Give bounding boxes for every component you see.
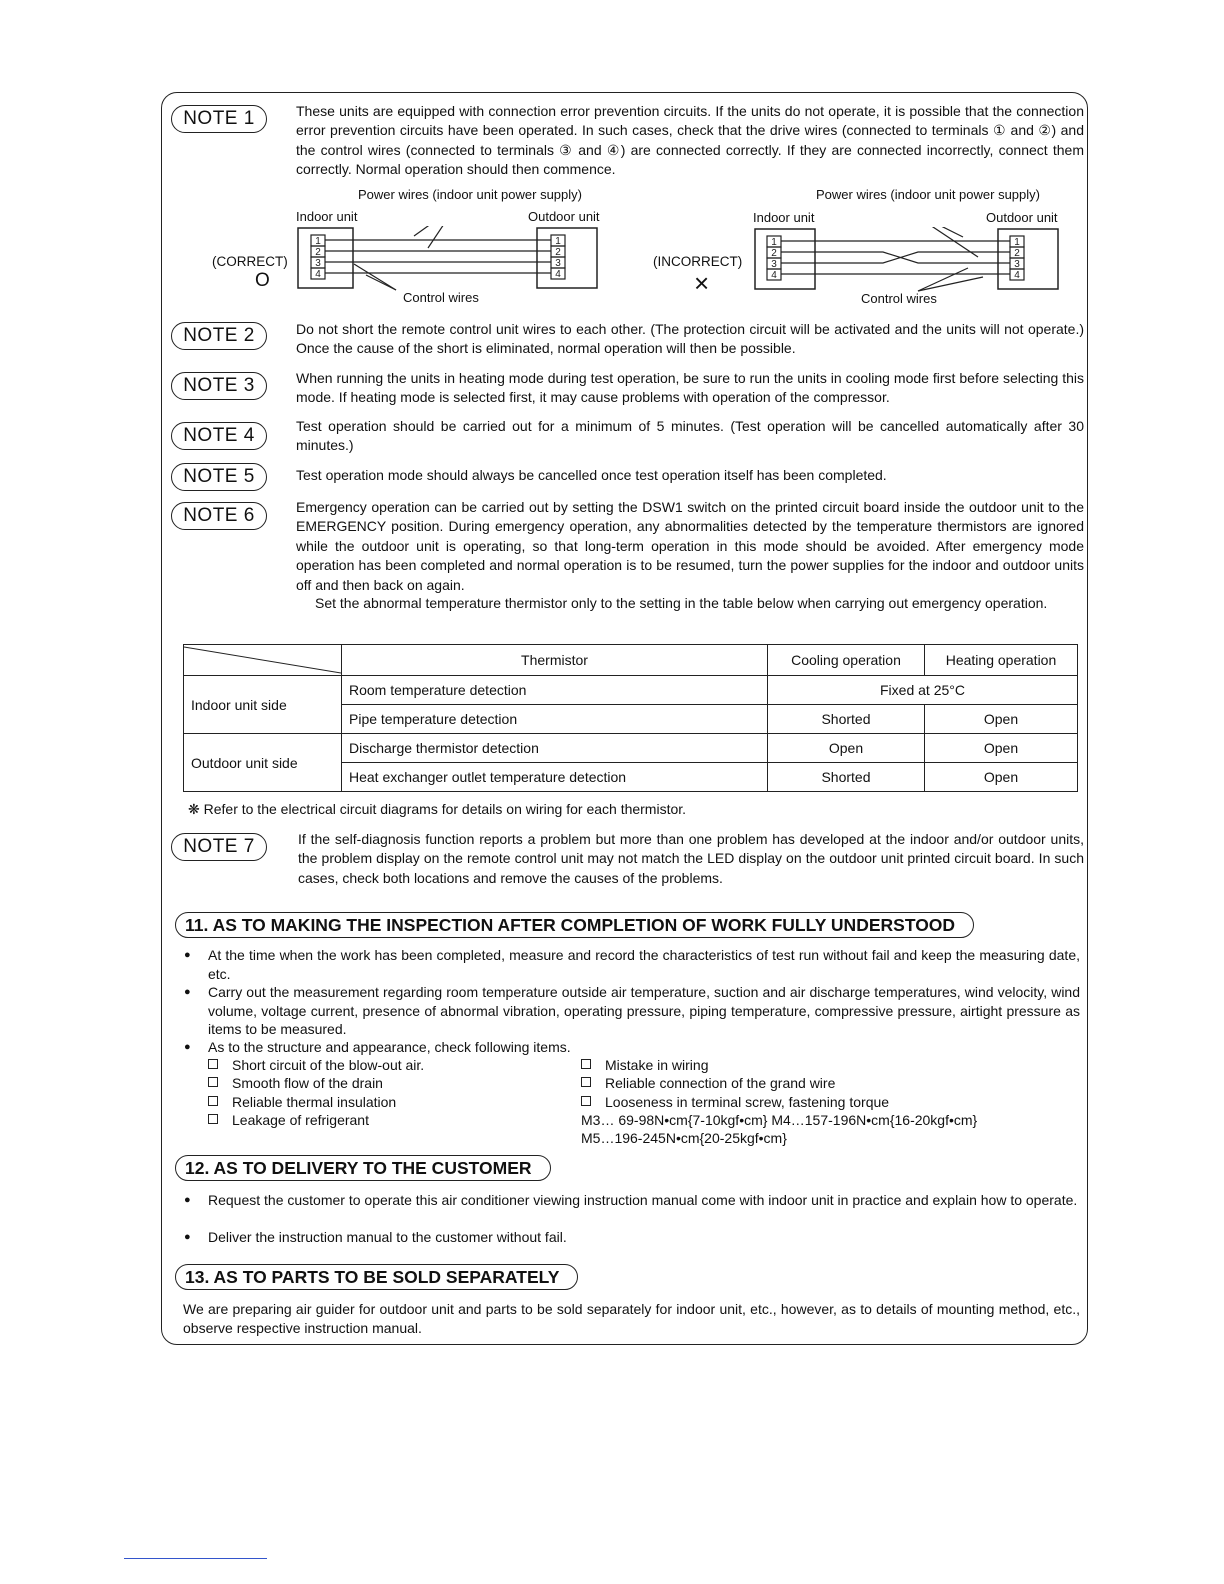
svg-text:4: 4 [555, 269, 561, 280]
bullet-icon: ● [184, 1041, 191, 1053]
header-cooling: Cooling operation [768, 645, 925, 676]
note-5-label: NOTE 5 [171, 463, 267, 491]
bullet-icon: ● [184, 1231, 191, 1243]
row-heat-exchanger-cooling: Shorted [768, 763, 925, 792]
check-item: Reliable connection of the grand wire [581, 1074, 835, 1093]
svg-text:2: 2 [1014, 248, 1020, 259]
section-13-title: 13. AS TO PARTS TO BE SOLD SEPARATELY [175, 1264, 578, 1290]
svg-text:1: 1 [771, 237, 777, 248]
svg-text:3: 3 [555, 258, 561, 269]
checkbox-icon [581, 1059, 591, 1069]
power-wires-label: Power wires (indoor unit power supply) [358, 187, 582, 202]
svg-text:2: 2 [315, 247, 321, 258]
note-1-label: NOTE 1 [171, 105, 267, 133]
row-room-temp: Room temperature detection [342, 676, 768, 705]
section-12-bullet-2: Deliver the instruction manual to the customer without fail. [208, 1229, 567, 1245]
control-wires-label: Control wires [403, 290, 479, 305]
incorrect-wiring-svg [753, 227, 1063, 293]
bullet-icon: ● [184, 986, 191, 998]
svg-text:4: 4 [771, 270, 777, 281]
outdoor-unit-label: Outdoor unit [528, 209, 600, 224]
indoor-unit-label-2: Indoor unit [753, 210, 815, 225]
row-pipe-heating: Open [925, 705, 1078, 734]
diagonal-line [184, 645, 341, 675]
check-item: Short circuit of the blow-out air. [208, 1056, 424, 1075]
incorrect-label: (INCORRECT) [653, 254, 743, 269]
row-heat-exchanger: Heat exchanger outlet temperature detection [342, 763, 768, 792]
section-11-bullet-3: As to the structure and appearance, check following items. [208, 1039, 571, 1055]
footer-rule [124, 1558, 267, 1559]
torque-line-1: M3… 69-98N•cm{7-10kgf•cm} M4…157-196N•cm{16-20kgf•cm} [581, 1112, 978, 1128]
check-item: Mistake in wiring [581, 1056, 708, 1075]
svg-text:1: 1 [315, 236, 321, 247]
incorrect-mark: × [694, 268, 710, 298]
check-item: Smooth flow of the drain [208, 1074, 383, 1093]
section-11-bullet-1: At the time when the work has been completed, measure and record the characteristics of test run without fail and keep the measuring date, etc. [208, 947, 1080, 982]
check-item: Looseness in terminal screw, fastening torque [581, 1093, 889, 1112]
bullet-icon: ● [184, 949, 191, 961]
note-6-text-2: Set the abnormal temperature thermistor only to the setting in the table below when carrying out emergency operation. [315, 595, 1048, 611]
note-1-text: These units are equipped with connection error prevention circuits. If the units do not operate, it is possible that the connection error prevention circuits have been operated. In such cases, check that the drive wires (connected to terminals ① and ②) and the control wires (connected to terminals ③ and ④) are connected correctly. If they are connected incorrectly, connect them correctly. Normal operation should then commence. [296, 103, 1084, 178]
svg-text:4: 4 [1014, 270, 1020, 281]
svg-text:1: 1 [1014, 237, 1020, 248]
power-wires-label-2: Power wires (indoor unit power supply) [816, 187, 1040, 202]
note-6-label: NOTE 6 [171, 502, 267, 530]
note-4-text: Test operation should be carried out for a minimum of 5 minutes. (Test operation will be cancelled automatically after 30 minutes.) [296, 418, 1084, 454]
note-5-text: Test operation mode should always be cancelled once test operation itself has been completed. [296, 467, 887, 483]
svg-text:3: 3 [771, 259, 777, 270]
thermistor-table [183, 644, 1078, 792]
indoor-unit-label: Indoor unit [296, 209, 358, 224]
indoor-side-cell: Indoor unit side [184, 676, 342, 734]
checkbox-icon [208, 1096, 218, 1106]
note-2-label: NOTE 2 [171, 322, 267, 350]
correct-mark: O [255, 270, 270, 291]
header-thermistor: Thermistor [342, 645, 768, 676]
row-discharge-heating: Open [925, 734, 1078, 763]
note-3-text: When running the units in heating mode during test operation, be sure to run the units in cooling mode first before selecting this mode. If heating mode is selected first, it may cause problems with operation of the compressor. [296, 370, 1084, 406]
section-12-bullet-1: Request the customer to operate this air conditioner viewing instruction manual come with indoor unit in practice and explain how to operate. [208, 1192, 1078, 1208]
checkbox-icon [581, 1077, 591, 1087]
checkbox-icon [208, 1114, 218, 1124]
row-discharge: Discharge thermistor detection [342, 734, 768, 763]
control-wires-label-2: Control wires [861, 291, 937, 306]
correct-wiring-svg [296, 226, 601, 292]
row-heat-exchanger-heating: Open [925, 763, 1078, 792]
note-2-text: Do not short the remote control unit wires to each other. (The protection circuit will be activated and the units will not operate.) Once the cause of the short is eliminated, normal operation will then be possible. [296, 321, 1084, 357]
svg-text:3: 3 [1014, 259, 1020, 270]
svg-text:2: 2 [555, 247, 561, 258]
outdoor-unit-label-2: Outdoor unit [986, 210, 1058, 225]
section-12-title: 12. AS TO DELIVERY TO THE CUSTOMER [175, 1155, 551, 1181]
torque-line-2: M5…196-245N•cm{20-25kgf•cm} [581, 1130, 787, 1146]
section-13-text: We are preparing air guider for outdoor unit and parts to be sold separately for indoor unit, etc., however, as to details of mounting method, etc., observe respective instruction manual. [183, 1301, 1080, 1336]
row-pipe-temp: Pipe temperature detection [342, 705, 768, 734]
checkbox-icon [581, 1096, 591, 1106]
note-3-label: NOTE 3 [171, 372, 267, 400]
note-7-text: If the self-diagnosis function reports a problem but more than one problem has developed at the indoor and/or outdoor units, the problem display on the remote control unit may not match the LED display on the outdoor unit printed circuit board. In such cases, check both locations and remove the causes of the problems. [298, 831, 1084, 886]
check-item: Reliable thermal insulation [208, 1093, 396, 1112]
note-6-text: Emergency operation can be carried out by setting the DSW1 switch on the printed circuit board inside the outdoor unit to the EMERGENCY position. During emergency operation, any abnormalities detected by the temperature thermistors are ignored while the outdoor unit is operating, so that long-term operation in this mode should be avoided. After emergency mode operation has been completed and normal operation is to be resumed, turn the power supplies for the indoor and outdoor units off and then back on again. [296, 499, 1084, 593]
svg-text:2: 2 [771, 248, 777, 259]
checkbox-icon [208, 1077, 218, 1087]
correct-label: (CORRECT) [212, 254, 288, 269]
outdoor-side-cell: Outdoor unit side [184, 734, 342, 792]
svg-text:4: 4 [315, 269, 321, 280]
svg-text:1: 1 [555, 236, 561, 247]
note-4-label: NOTE 4 [171, 422, 267, 450]
checkbox-icon [208, 1059, 218, 1069]
section-11-bullet-2: Carry out the measurement regarding room temperature outside air temperature, suction and air discharge temperatures, wind velocity, wind volume, voltage current, presence of abnormal vibration, operating pressure, piping temperature, compressive pressure, airtight pressure as items to be measured. [208, 984, 1080, 1037]
table-footnote: ❋ Refer to the electrical circuit diagrams for details on wiring for each thermistor. [188, 801, 687, 817]
table-corner-cell [184, 645, 342, 676]
row-discharge-cooling: Open [768, 734, 925, 763]
check-item: Leakage of refrigerant [208, 1111, 369, 1130]
row-pipe-cooling: Shorted [768, 705, 925, 734]
header-heating: Heating operation [925, 645, 1078, 676]
row-room-temp-value: Fixed at 25°C [768, 676, 1078, 705]
svg-text:3: 3 [315, 258, 321, 269]
note-7-label: NOTE 7 [171, 833, 267, 861]
bullet-icon: ● [184, 1194, 191, 1206]
section-11-title: 11. AS TO MAKING THE INSPECTION AFTER COMPLETION OF WORK FULLY UNDERSTOOD [175, 912, 974, 938]
